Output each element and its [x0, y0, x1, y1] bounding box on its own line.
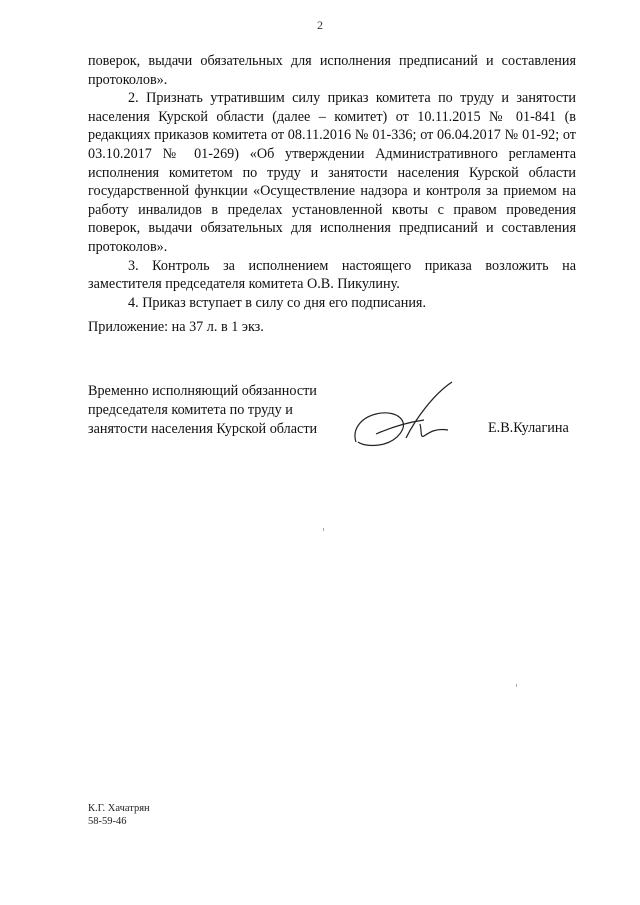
executor-phone: 58-59-46: [88, 816, 127, 827]
signatory-title-line-1: Временно исполняющий обязанности: [88, 383, 317, 399]
scan-speck: [323, 528, 324, 531]
signatory-title-line-2: председателя комитета по труду и: [88, 402, 293, 418]
appendix-note: Приложение: на 37 л. в 1 экз.: [88, 319, 264, 335]
handwritten-signature: [350, 374, 460, 454]
order-body: [88, 52, 576, 312]
signer-name: Е.В.Кулагина: [488, 420, 569, 436]
paragraph-item-4: 4. Приказ вступает в силу со дня его подписания.: [128, 294, 426, 311]
executor-contact: [88, 802, 150, 828]
paragraph-item-3: 3. Контроль за исполнением настоящего приказа возложить на заместителя председателя комитета О.В. Пикулину.: [88, 257, 576, 293]
scan-speck: [516, 684, 517, 687]
page-number: 2: [317, 18, 323, 32]
signatory-title: [88, 382, 348, 439]
paragraph-item-2: 2. Признать утратившим силу приказ комитета по труду и занятости населения Курской области (далее – комитет) от 10.11.2015 № 01-841 (в редакциях приказов комитета от 08.11.2016 № 01-336; от 06.04.2017 № 01-92; от 03.10.2017 № 01-269) «Об утверждении Административного регламента исполнения комитетом по труду и занятости населения Курской области государственной функции «Осуществление надзора и контроля за приемом на работу инвалидов в пределах установленной квоты с правом проведения поверок, выдачи обязательных для исполнения предписаний и составления протоколов».: [88, 90, 576, 255]
paragraph-continuation: поверок, выдачи обязательных для исполнения предписаний и составления протоколов».: [88, 53, 576, 88]
signatory-title-line-3: занятости населения Курской области: [88, 421, 318, 437]
executor-name: К.Г. Хачатрян: [88, 803, 150, 814]
